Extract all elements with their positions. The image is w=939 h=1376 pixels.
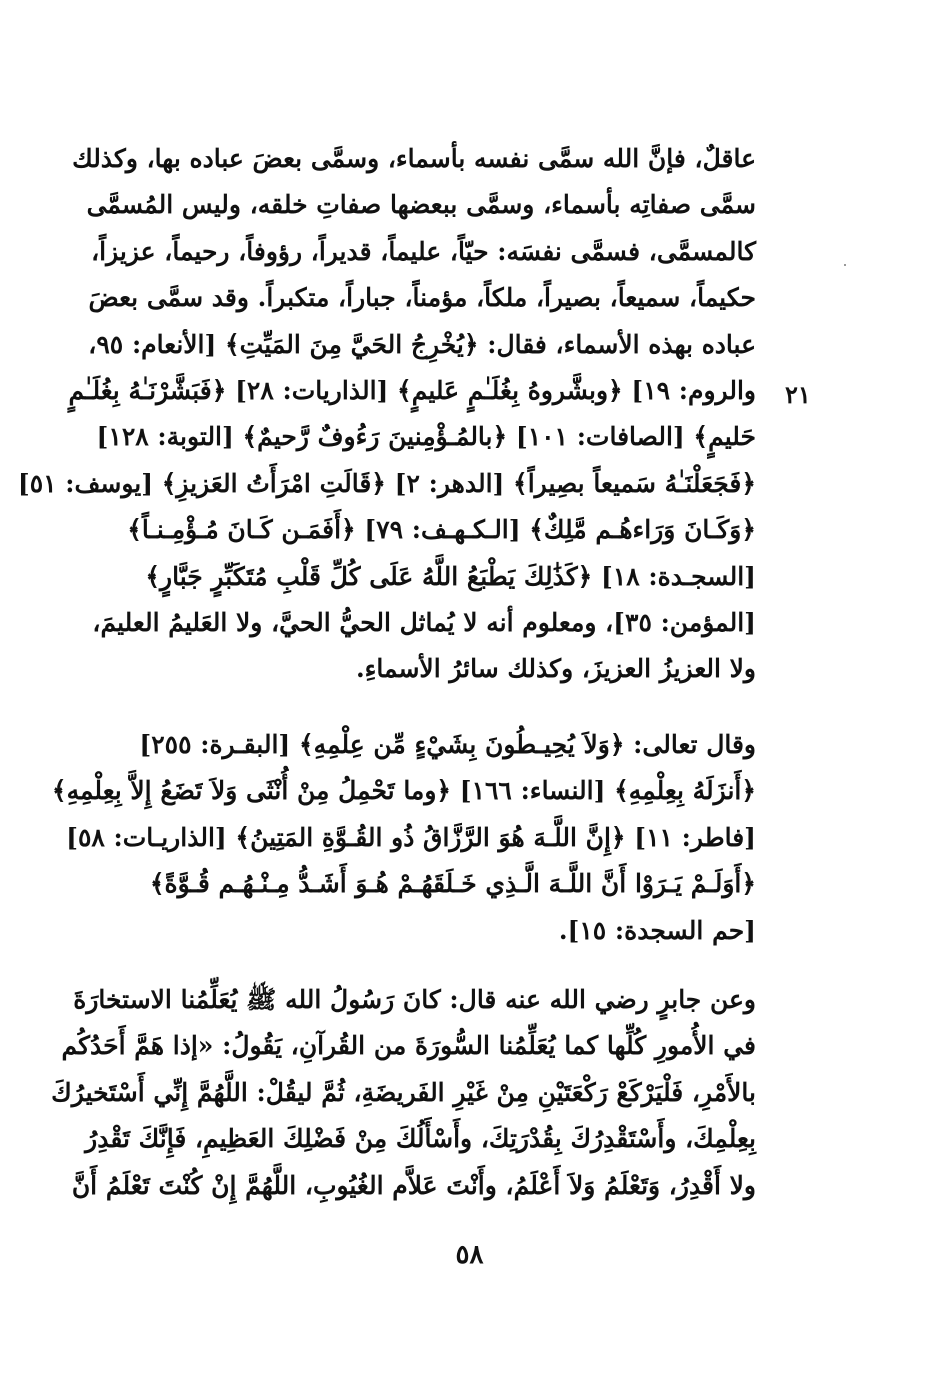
text-line: ﴿أَوَلَـمْ يَـرَوْا أَنَّ اللَّـهَ الَّـذِي خَـلَقَهُـمْ هُـوَ أَشَـدُّ مِـنْـهُـم قُـوَّةً﴾: [149, 869, 756, 899]
text-line: عباده بهذه الأسماء، فقال: ﴿يُخْرِجُ الحَيَّ مِنَ المَيِّتِ﴾ [الأنعام: ٩٥،: [88, 329, 756, 359]
text-line: سمَّى صفاتِه بأسماء، وسمَّى ببعضها صفاتِ خلقه، وليس المُسمَّى: [86, 190, 756, 220]
text-line: في الأُمورِ كُلِّها كما يُعَلِّمُنا السُّورَةَ من القُرآنِ، يَقُولُ: «إذا هَمَّ أَحَدُكُم: [61, 1031, 756, 1061]
paragraph-istikhara-hadith: [51, 977, 756, 1209]
text-line: حَليمٍ﴾ [الصافات: ١٠١] ﴿بالمُـؤْمِنينَ رَءُوفٌ رَّحيمٌ﴾ [التوبة: ١٢٨]: [96, 422, 756, 452]
text-line: وعن جابرٍ رضي الله عنه قال: كانَ رَسُولُ الله ﷺ يُعَلِّمُنا الاستخارَةَ: [73, 985, 756, 1014]
text-line: [فاطر: ١١] ﴿إِنَّ اللَّـهَ هُوَ الرَّزَّاقُ ذُو القُـوَّةِ المَتِينُ﴾ [الذاريـات: ٥٨]: [66, 822, 756, 852]
margin-footnote-number: ٢١: [785, 380, 811, 409]
text-line: [المؤمن: ٣٥]، ومعلوم أنه لا يُماثل الحيُّ الحيَّ، ولا العَليمُ العليمَ،: [92, 608, 756, 638]
paragraph-knowledge-verses: [51, 722, 756, 954]
scan-speck: [844, 264, 846, 266]
text-line: بِعِلْمِكَ، وأَسْتَقْدِرُكَ بِقُدْرَتِكَ، وأَسْأَلُكَ مِنْ فَضْلِكَ العَظِيمِ، فَإِنَّكَ تَقْدِرُ: [85, 1124, 756, 1154]
text-line: والروم: ١٩] ﴿وبشَّروهُ بِغُلَـٰمٍ عَليمٍ﴾ [الذاريات: ٢٨] ﴿فَبَشَّرْنَـٰهُ بِغُلَـٰمٍ: [68, 376, 756, 406]
text-line: ﴿فَجَعَلْنَـٰهُ سَميعاً بصِيراً﴾ [الدهر: ٢] ﴿قَالَتِ امْرَأَتُ العَزيزِ﴾ [يوسف: ٥١]: [17, 468, 756, 498]
text-line: وقال تعالى: ﴿وَلاَ يُحِيـطُونَ بِشَيْءٍ مِّن عِلْمِهِ﴾ [البقـرة: ٢٥٥]: [139, 730, 756, 759]
text-line: عاقلٌ، فإنَّ الله سمَّى نفسه بأسماء، وسمَّى بعضَ عباده بها، وكذلك: [72, 144, 756, 173]
text-line: ﴿أَنزَلَهُ بِعِلْمِهِ﴾ [النساء: ١٦٦] ﴿وما تَحْمِلُ مِنْ أُنْثَى وَلاَ تَضَعُ إِلاَّ بِعِلْمِهِ﴾: [51, 776, 756, 806]
text-line: [حم السجدة: ١٥].: [558, 915, 756, 945]
text-line: ولا أَقْدِرُ، وَتَعْلَمُ وَلاَ أَعْلَمُ، وأَنْتَ عَلاَّم الغُيُوبِ، اللَّهُمَّ إِنْ كُنْتَ تَعْلَمُ أَنَّ: [71, 1170, 756, 1200]
paragraph-names-of-allah: [17, 136, 756, 693]
text-line: حكيماً، سميعاً، بصيراً، ملكاً، مؤمناً، جباراً، متكبراً. وقد سمَّى بعضَ: [88, 283, 756, 313]
text-line: بالأَمْرِ، فَلْيَرْكَعْ رَكْعَتَيْنِ مِنْ غَيْرِ الفَريضَةِ، ثُمَّ ليقُلْ: اللَّهُمَّ إِنِّي أَسْتَخيرُكَ: [51, 1077, 756, 1107]
text-line: [السجـدة: ١٨] ﴿كَذَٰلِكَ يَطْبَعُ اللَّهُ عَلَى كُلِّ قَلْبِ مُتَكَبِّرٍ جَبَّارٍ﴾: [145, 561, 756, 591]
text-line: ولا العزيزُ العزيزَ، وكذلك سائرُ الأسماءِ.: [355, 654, 756, 684]
page-number: ٥٨: [455, 1240, 484, 1270]
text-line: ﴿وَكَـانَ وَرَاءهُـم مَّلِكٌ﴾ [الـكـهـف: ٧٩] ﴿أَفَمَـن كَـانَ مُـؤْمِـنـاً﴾: [127, 515, 756, 545]
text-line: كالمسمَّى، فسمَّى نفسَه: حيّاً، عليماً، قديراً، رؤوفاً، رحيماً، عزيزاً،: [91, 236, 756, 266]
